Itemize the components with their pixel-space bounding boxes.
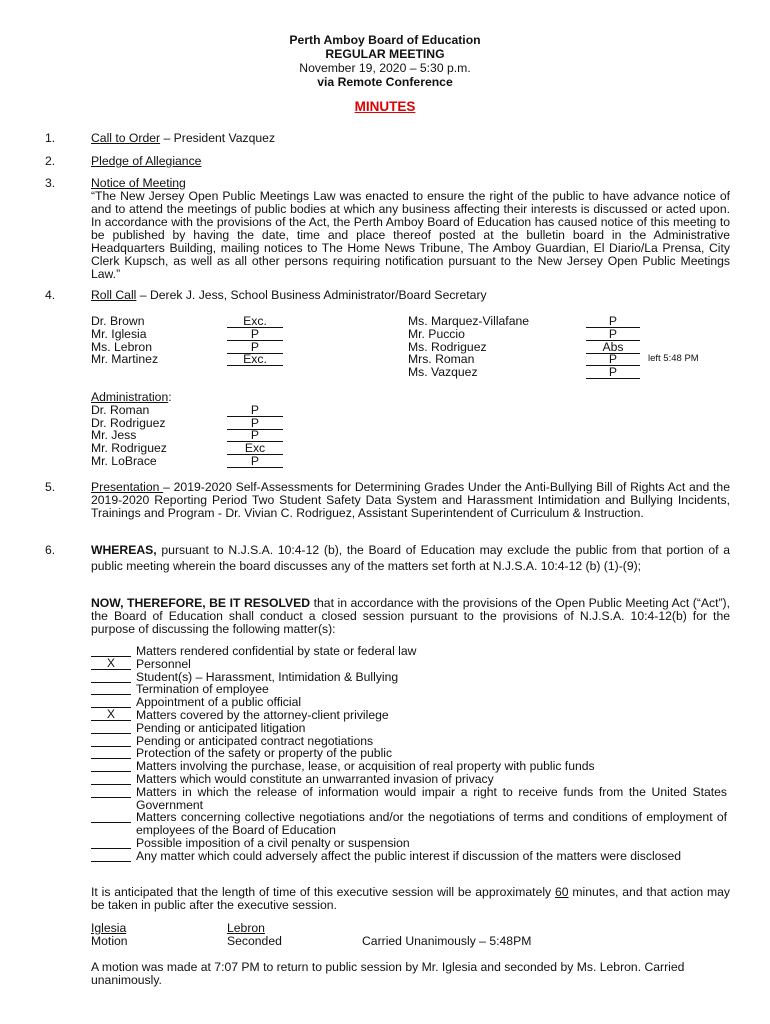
document-header bbox=[0, 33, 770, 89]
matter-item bbox=[91, 655, 727, 671]
item-number: 5. bbox=[45, 480, 56, 494]
matter-text: Appointment of a public official bbox=[136, 695, 302, 710]
matter-text: Possible imposition of a civil penalty or suspension bbox=[136, 835, 410, 850]
member-status: P bbox=[227, 455, 283, 468]
member-name: Mrs. Roman bbox=[408, 352, 475, 367]
notice-text: “The New Jersey Open Public Meetings Law was enacted to ensure the right of the public to have advance notice of and to attend the meetings of public bodies at which any business affecting their interests is discussed or acted upon. In accordance with the provisions of the Act, the Perth Amboy Board of Education has caused notice of this meeting to be published by having the date, time and place thereof posted at the bulletin board in the Administrative Headquarters Building, mailing notices to The Home News Tribune, The Amboy Guardian, El Diario/La Prensa, City Clerk Kupsch, as well as all other persons requiring notification pursuant to the New Jersey Open Public Meetings Law.” bbox=[91, 189, 730, 281]
member-status: P bbox=[586, 366, 640, 379]
meeting-date: November 19, 2020 – 5:30 p.m. bbox=[299, 61, 471, 75]
roll-row bbox=[408, 315, 699, 328]
item-label: Notice of Meeting bbox=[91, 176, 186, 190]
item-text: – 2019-2020 Self-Assessments for Determining Grades Under the Anti-Bullying Bill of Rights Act and the 2019-2020 Reporting Period Two Student Safety Data System and Harassment Intimidation and Bullying Incidents, Trainings and Program - Dr. Vivian C. Rodriguez, Assistant Superintendent of Curriculum & Instruction. bbox=[91, 480, 730, 520]
matter-item bbox=[91, 645, 727, 658]
roll-row bbox=[91, 315, 283, 328]
matter-checkbox bbox=[91, 786, 131, 798]
administration-heading bbox=[91, 391, 283, 404]
roll-row bbox=[91, 455, 283, 468]
item-number: 2. bbox=[45, 154, 56, 168]
member-status: P bbox=[227, 328, 283, 341]
member-name: Mr. Iglesia bbox=[91, 326, 147, 341]
member-status: Exc. bbox=[227, 353, 283, 366]
matter-checkbox bbox=[91, 811, 131, 823]
member-name: Ms. Marquez-Villafane bbox=[408, 314, 530, 328]
roll-call-right bbox=[408, 315, 699, 379]
member-status: P bbox=[227, 417, 283, 430]
agenda-item-2 bbox=[45, 155, 730, 168]
resolved-text: that in accordance with the provisions of the Open Public Meeting Act (“Act”), the Board of Education shall conduct a closed session pursuant to the provisions of N.J.S.A. 10:4-12(b) for the purpose of discussing the following matter(s): bbox=[91, 596, 730, 636]
roll-row bbox=[408, 328, 699, 341]
seconder-label: Seconded bbox=[227, 934, 282, 948]
item-label: Presentation bbox=[91, 480, 164, 494]
matter-text: Personnel bbox=[136, 656, 191, 671]
matter-item bbox=[91, 773, 727, 786]
minutes-title: MINUTES bbox=[354, 99, 416, 114]
roll-row bbox=[408, 366, 699, 379]
agenda-item-6 bbox=[45, 542, 730, 574]
mover-name: Iglesia bbox=[91, 921, 127, 935]
member-name: Ms. Vazquez bbox=[408, 365, 478, 380]
item-number: 4. bbox=[45, 288, 56, 302]
member-status: P bbox=[227, 429, 283, 442]
org-name: Perth Amboy Board of Education bbox=[289, 33, 481, 47]
roll-row bbox=[91, 404, 283, 417]
session-text-after: minutes, and that action may be taken in public after the executive session. bbox=[91, 885, 730, 912]
agenda-item-5 bbox=[45, 481, 730, 520]
agenda-item-1 bbox=[45, 132, 730, 145]
seconder-name: Lebron bbox=[227, 921, 265, 935]
agenda-item-4 bbox=[45, 289, 730, 302]
member-status: Exc. bbox=[227, 315, 283, 328]
matter-checkbox bbox=[91, 683, 131, 695]
member-name: Dr. Roman bbox=[91, 402, 150, 417]
roll-call-left bbox=[91, 315, 283, 366]
member-status: P bbox=[227, 404, 283, 417]
item-label: Roll Call bbox=[91, 288, 137, 302]
item-label: Pledge of Allegiance bbox=[91, 154, 202, 168]
matter-text: Protection of the safety or property of the public bbox=[136, 746, 393, 761]
administration-colon: : bbox=[168, 390, 172, 404]
closed-session-matters bbox=[91, 645, 727, 863]
matter-checkbox bbox=[91, 747, 131, 759]
administration-roll bbox=[91, 391, 283, 468]
member-name: Mr. Rodriguez bbox=[91, 441, 167, 456]
mover-label: Motion bbox=[91, 934, 128, 948]
member-status: Abs bbox=[586, 341, 640, 354]
item-text: – President Vazquez bbox=[160, 131, 276, 145]
matter-item bbox=[91, 850, 727, 863]
session-text-before: It is anticipated that the length of time of this executive session will be approximately bbox=[91, 885, 555, 899]
item-label: Call to Order bbox=[91, 131, 161, 145]
matter-text: Matters rendered confidential by state or federal law bbox=[136, 644, 417, 658]
matter-checkbox: X bbox=[91, 658, 131, 670]
item-number: 3. bbox=[45, 176, 56, 190]
whereas-label: WHEREAS, bbox=[91, 543, 157, 557]
matter-text: Pending or anticipated contract negotiations bbox=[136, 733, 374, 748]
agenda-item-3 bbox=[45, 177, 730, 281]
closing-paragraph bbox=[45, 961, 730, 987]
matter-text: Matters involving the purchase, lease, or acquisition of real property with public funds bbox=[136, 759, 595, 774]
session-minutes: 60 bbox=[554, 885, 569, 899]
matter-checkbox bbox=[91, 760, 131, 772]
matter-item bbox=[91, 722, 727, 735]
member-status: P bbox=[586, 328, 640, 341]
matter-text: Any matter which could adversely affect the public interest if discussion of the matters were disclosed bbox=[136, 848, 682, 863]
member-name: Ms. Rodriguez bbox=[408, 339, 487, 354]
member-name: Mr. Martinez bbox=[91, 352, 159, 367]
member-status: P bbox=[586, 315, 640, 328]
roll-row bbox=[91, 353, 283, 366]
resolved-label: NOW, THEREFORE, BE IT RESOLVED bbox=[91, 596, 311, 610]
member-status: Exc bbox=[227, 442, 283, 455]
matter-text: Pending or anticipated litigation bbox=[136, 720, 306, 735]
matter-item bbox=[91, 837, 727, 850]
meeting-type: REGULAR MEETING bbox=[325, 47, 445, 61]
motion-result: Carried Unanimously – 5:48PM bbox=[362, 934, 532, 948]
matter-checkbox bbox=[91, 671, 131, 683]
member-name: Mr. LoBrace bbox=[91, 453, 157, 468]
matter-checkbox: X bbox=[91, 709, 131, 721]
meeting-venue: via Remote Conference bbox=[317, 75, 453, 89]
matter-text: Matters covered by the attorney-client privilege bbox=[136, 707, 389, 722]
matter-checkbox bbox=[91, 850, 131, 862]
roll-row bbox=[91, 328, 283, 341]
item-number: 1. bbox=[45, 131, 56, 145]
member-name: Dr. Brown bbox=[91, 314, 145, 328]
item-text: – Derek J. Jess, School Business Administrator/Board Secretary bbox=[136, 288, 487, 302]
member-status: P bbox=[227, 341, 283, 354]
matter-text: Matters in which the release of information would impair a right to receive funds from the United States Government bbox=[136, 784, 727, 812]
member-name: Mr. Puccio bbox=[408, 326, 465, 341]
member-note: left 5:48 PM bbox=[648, 353, 699, 365]
matter-item bbox=[91, 706, 727, 722]
matter-checkbox bbox=[91, 722, 131, 734]
resolution-paragraph bbox=[45, 597, 730, 636]
matter-text: Matters concerning collective negotiations and/or the negotiations of terms and conditions of employment of employees of the Board of Education bbox=[136, 810, 727, 838]
member-name: Mr. Jess bbox=[91, 428, 137, 443]
item-number: 6. bbox=[45, 543, 56, 557]
motion-mover bbox=[91, 922, 128, 948]
matter-item bbox=[91, 811, 727, 837]
matter-text: Termination of employee bbox=[136, 682, 269, 697]
member-name: Dr. Rodriguez bbox=[91, 415, 166, 430]
whereas-text: pursuant to N.J.S.A. 10:4-12 (b), the Board of Education may exclude the public from that portion of a public meeting wherein the board discusses any of the matters set forth at N.J.S.A. 10:4-12 (b) (1)-(9); bbox=[91, 543, 730, 573]
matter-item bbox=[91, 786, 727, 812]
session-length-paragraph bbox=[45, 886, 730, 912]
administration-label: Administration bbox=[91, 390, 169, 404]
member-name: Ms. Lebron bbox=[91, 339, 152, 354]
closing-text: A motion was made at 7:07 PM to return to public session by Mr. Iglesia and seconded by Ms. Lebron. Carried unanimously. bbox=[91, 960, 685, 987]
matter-text: Matters which would constitute an unwarranted invasion of privacy bbox=[136, 771, 494, 786]
matter-text: Student(s) – Harassment, Intimidation & Bullying bbox=[136, 669, 399, 684]
motion-seconder bbox=[227, 922, 282, 948]
matter-checkbox bbox=[91, 735, 131, 747]
matter-checkbox bbox=[91, 773, 131, 785]
matter-checkbox bbox=[91, 837, 131, 849]
member-status: P bbox=[586, 353, 640, 366]
